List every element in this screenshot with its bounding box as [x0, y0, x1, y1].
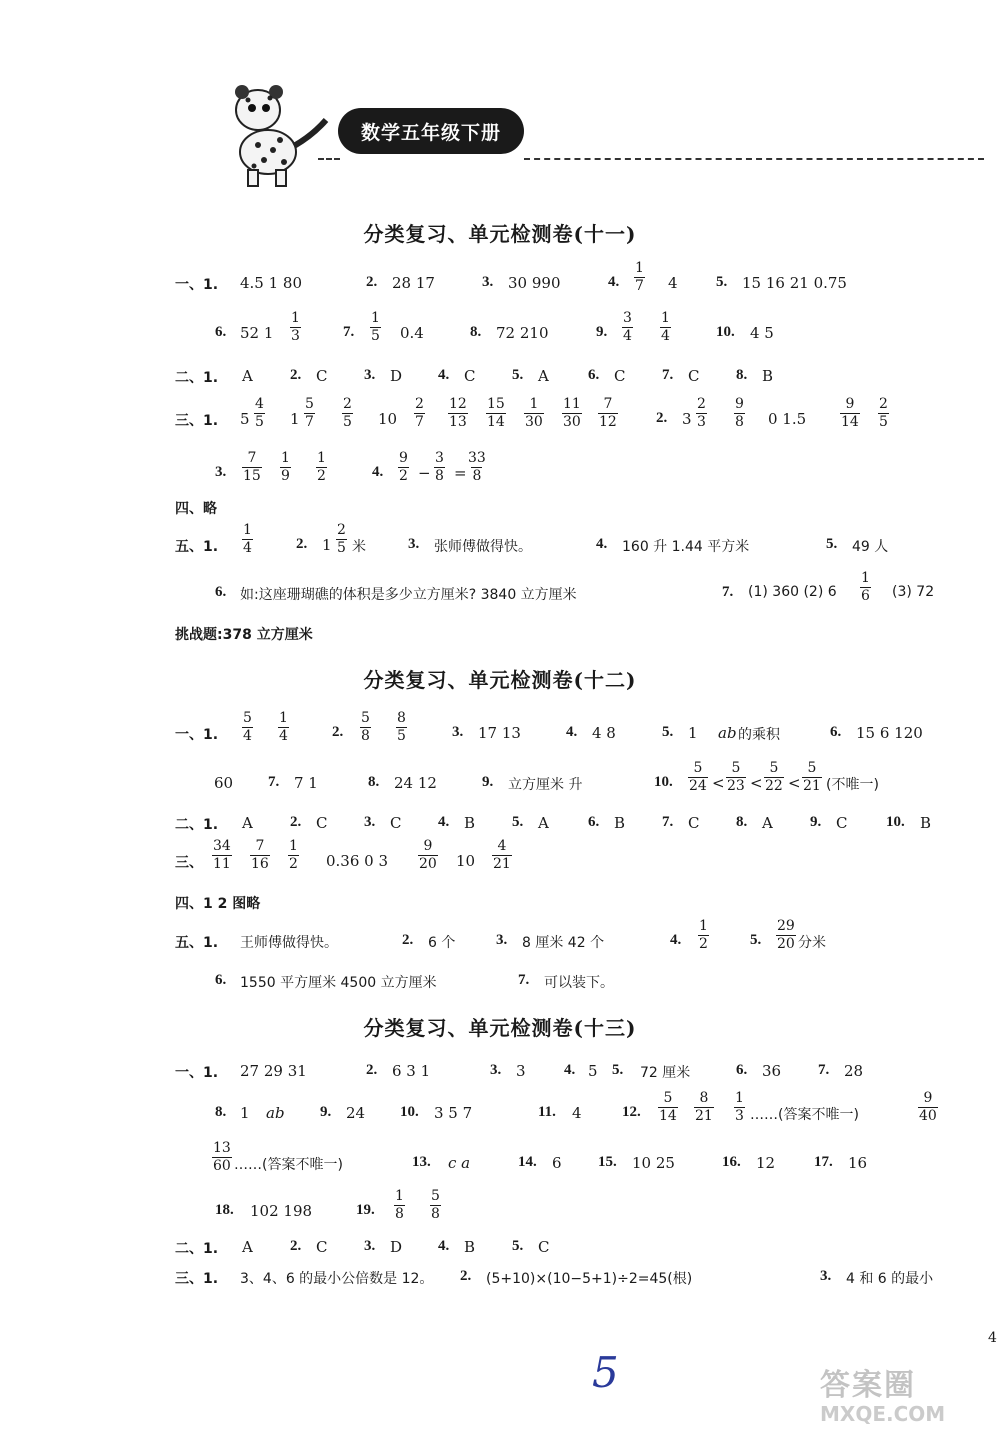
fraction: 7 15 — [243, 450, 261, 484]
fraction: 1 6 — [861, 570, 870, 604]
watermark-cn: 答案圈 — [820, 1368, 916, 1403]
header-banner — [338, 108, 524, 154]
fraction: 5 8 — [431, 1188, 440, 1222]
fraction: 5 24 — [689, 760, 707, 794]
fraction: 1 9 — [281, 450, 290, 484]
fraction: 5 23 — [727, 760, 745, 794]
header-dashed-rule — [524, 158, 984, 160]
fraction: 9 20 — [419, 838, 437, 872]
header-banner-text: 数学五年级下册 — [360, 121, 501, 144]
fraction: 1 5 — [371, 310, 380, 344]
fraction: 1 4 — [661, 310, 670, 344]
edge-page-digit: 4 — [988, 1330, 997, 1346]
fraction: 15 14 — [487, 396, 505, 430]
fraction: 5 7 — [305, 396, 314, 430]
fraction: 13 60 — [213, 1140, 231, 1174]
fraction: 1 3 — [735, 1090, 744, 1124]
fraction: 34 11 — [213, 838, 231, 872]
fraction: 1 4 — [279, 710, 288, 744]
fraction: 2 5 — [343, 396, 352, 430]
fraction: 2 5 — [879, 396, 888, 430]
section-title-13: 分类复习、单元检测卷(十三) — [363, 1016, 637, 1040]
fraction: 12 13 — [449, 396, 467, 430]
fraction: 5 8 — [361, 710, 370, 744]
fraction: 5 21 — [803, 760, 821, 794]
fraction: 1 3 — [291, 310, 300, 344]
watermark-url: MXQE.COM — [820, 1402, 946, 1426]
fraction: 1 30 — [525, 396, 543, 430]
fraction: 5 4 — [243, 710, 252, 744]
fraction: 2 3 — [697, 396, 706, 430]
fraction: 1 2 — [289, 838, 298, 872]
fraction: 8 5 — [397, 710, 406, 744]
header-dashed-rule-left — [318, 158, 340, 160]
section-title-11: 分类复习、单元检测卷(十一) — [363, 222, 637, 246]
fraction: 9 14 — [841, 396, 859, 430]
fraction: 3 4 — [623, 310, 632, 344]
fraction: 2 7 — [415, 396, 424, 430]
fraction: 1 4 — [243, 522, 252, 556]
fraction: 9 2 — [399, 450, 408, 484]
fraction: 11 30 — [563, 396, 581, 430]
fraction: 29 20 — [777, 918, 795, 952]
handwritten-page-mark: 5 — [592, 1348, 619, 1397]
fraction: 1 2 — [317, 450, 326, 484]
fraction: 7 16 — [251, 838, 269, 872]
fraction: 9 8 — [735, 396, 744, 430]
fraction: 1 7 — [635, 260, 644, 294]
mascot-leopard-icon — [218, 80, 338, 190]
fraction: 4 21 — [493, 838, 511, 872]
fraction: 1 8 — [395, 1188, 404, 1222]
watermark-logo — [820, 1360, 990, 1426]
fraction: 2 5 — [337, 522, 346, 556]
fraction: 9 40 — [919, 1090, 937, 1124]
fraction: 5 22 — [765, 760, 783, 794]
fraction: 7 12 — [599, 396, 617, 430]
fraction: 8 21 — [695, 1090, 713, 1124]
fraction: 5 14 — [659, 1090, 677, 1124]
fraction: 33 8 — [468, 450, 486, 484]
fraction: 1 2 — [699, 918, 708, 952]
fraction: 4 5 — [255, 396, 264, 430]
section-title-12: 分类复习、单元检测卷(十二) — [363, 668, 637, 692]
fraction: 3 8 — [435, 450, 444, 484]
